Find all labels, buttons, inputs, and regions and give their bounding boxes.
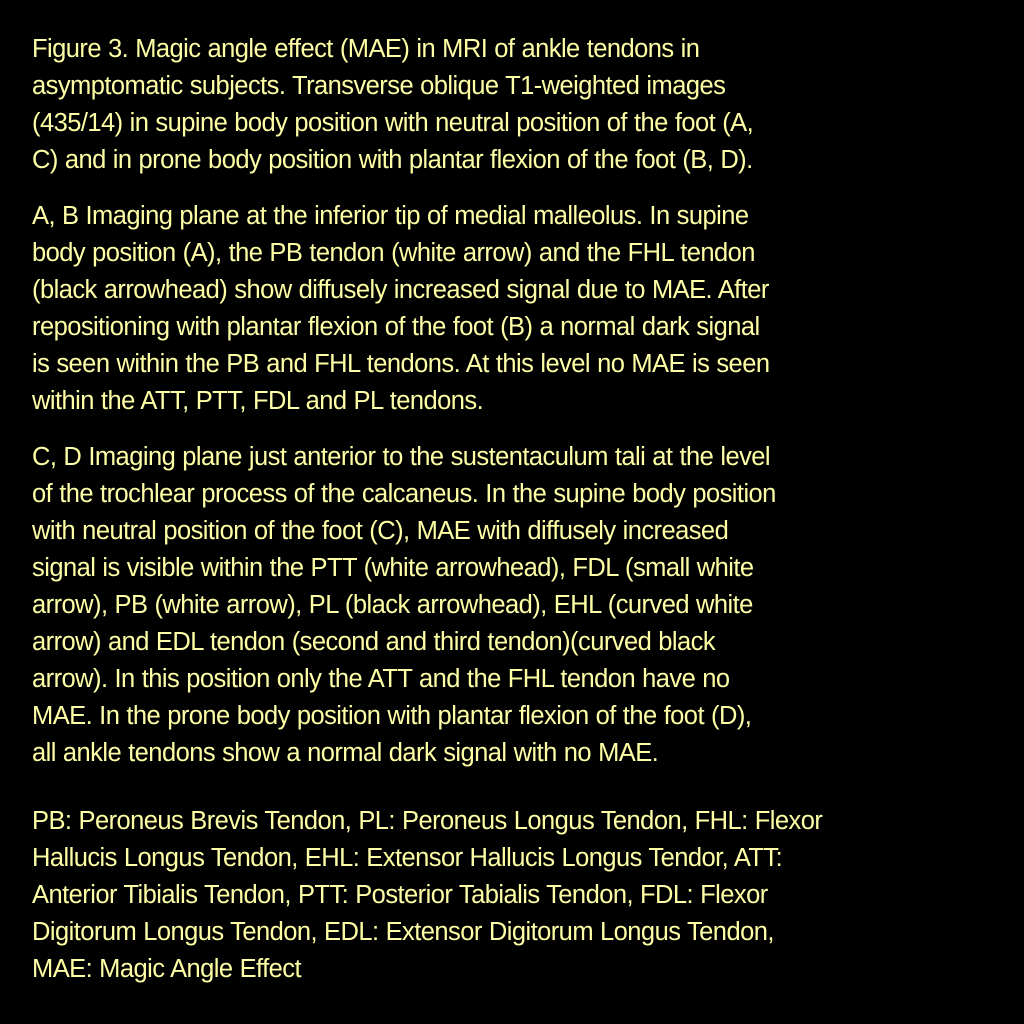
- caption-line: C, D Imaging plane just anterior to the sustentaculum tali at the level: [32, 443, 771, 471]
- caption-line: MAE: Magic Angle Effect: [32, 955, 302, 983]
- caption-line: Anterior Tibialis Tendon, PTT: Posterior Tabialis Tendon, FDL: Flexor: [32, 881, 768, 909]
- caption-line: arrow), PB (white arrow), PL (black arrowhead), EHL (curved white: [32, 591, 753, 619]
- caption-line: arrow) and EDL tendon (second and third tendon)(curved black: [32, 628, 716, 656]
- caption-line: with neutral position of the foot (C), MAE with diffusely increased: [32, 517, 729, 545]
- caption-line: of the trochlear process of the calcaneus. In the supine body position: [32, 480, 776, 508]
- caption-line: (black arrowhead) show diffusely increased signal due to MAE. After: [32, 276, 769, 304]
- panels-cd-paragraph: [32, 439, 997, 772]
- caption-line: arrow). In this position only the ATT and the FHL tendon have no: [32, 665, 730, 693]
- figure-caption: [32, 31, 997, 988]
- caption-line: signal is visible within the PTT (white arrowhead), FDL (small white: [32, 554, 754, 582]
- caption-line: asymptomatic subjects. Transverse oblique T1-weighted images: [32, 72, 726, 100]
- caption-line: Figure 3. Magic angle effect (MAE) in MRI of ankle tendons in: [32, 35, 700, 63]
- caption-line: all ankle tendons show a normal dark signal with no MAE.: [32, 739, 659, 767]
- caption-line: Digitorum Longus Tendon, EDL: Extensor Digitorum Longus Tendon,: [32, 918, 774, 946]
- caption-line: PB: Peroneus Brevis Tendon, PL: Peroneus Longus Tendon, FHL: Flexor: [32, 807, 823, 835]
- abbreviations-paragraph: [32, 803, 997, 988]
- caption-line: within the ATT, PTT, FDL and PL tendons.: [32, 387, 484, 415]
- caption-line: body position (A), the PB tendon (white arrow) and the FHL tendon: [32, 239, 755, 267]
- caption-line: is seen within the PB and FHL tendons. At this level no MAE is seen: [32, 350, 770, 378]
- caption-line: Hallucis Longus Tendon, EHL: Extensor Hallucis Longus Tendor, ATT:: [32, 844, 783, 872]
- caption-line: repositioning with plantar flexion of the foot (B) a normal dark signal: [32, 313, 760, 341]
- caption-line: C) and in prone body position with plantar flexion of the foot (B, D).: [32, 146, 753, 174]
- caption-line: (435/14) in supine body position with neutral position of the foot (A,: [32, 109, 754, 137]
- caption-line: MAE. In the prone body position with plantar flexion of the foot (D),: [32, 702, 752, 730]
- panels-ab-paragraph: [32, 198, 997, 420]
- caption-title-paragraph: [32, 31, 997, 179]
- caption-line: A, B Imaging plane at the inferior tip of medial malleolus. In supine: [32, 202, 749, 230]
